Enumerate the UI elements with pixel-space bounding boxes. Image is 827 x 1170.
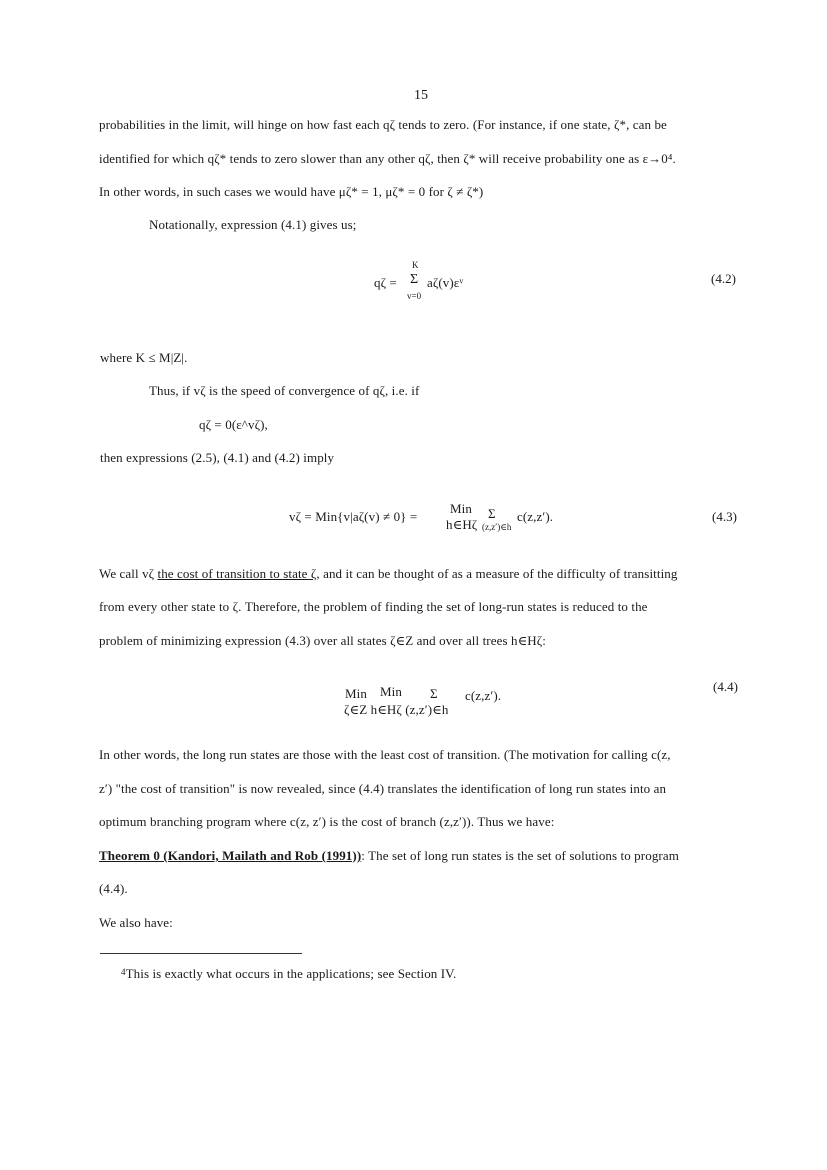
eq43-body: c(z,z′). <box>517 509 554 524</box>
body-line-16: (4.4). <box>99 881 128 896</box>
body-line-9 <box>99 566 678 582</box>
eq44-number: (4.4) <box>713 679 738 694</box>
body-line-4: Notationally, expression (4.1) gives us; <box>149 217 357 232</box>
eq42-upper-limit: K <box>412 260 419 270</box>
body-line-1: probabilities in the limit, will hinge on how fast each qζ tends to zero. (For instance, if one state, ζ*, can be <box>99 117 667 132</box>
eq43-sigma-sub: (z,z′)∈h <box>482 522 512 532</box>
eq44-min-inner: Min <box>380 684 402 699</box>
body-line-11: problem of minimizing expression (4.3) over all states ζ∈Z and over all trees h∈Hζ: <box>99 633 546 648</box>
eq42-body: aζ(v)εᵛ <box>427 275 464 290</box>
eq43-lhs: vζ = Min{v|aζ(v) ≠ 0} = <box>289 509 418 524</box>
body-line-6: Thus, if vζ is the speed of convergence of qζ, i.e. if <box>149 383 420 398</box>
body-line-10: from every other state to ζ. Therefore, the problem of finding the set of long-run states is reduced to the <box>99 599 648 614</box>
body-line-5: where K ≤ M|Z|. <box>100 350 188 365</box>
theorem-statement: : The set of long run states is the set of solutions to program <box>361 848 679 863</box>
footnote-rule <box>100 953 302 954</box>
body-line-8: then expressions (2.5), (4.1) and (4.2) imply <box>100 450 335 465</box>
body-line-14: optimum branching program where c(z, z′) is the cost of branch (z,z′)). Thus we have: <box>99 814 555 829</box>
eq43-min-sub: h∈Hζ <box>446 517 478 532</box>
body-line-9-end: , and it can be thought of as a measure of the difficulty of transitting <box>316 566 678 581</box>
eq43-min: Min <box>450 501 472 516</box>
eq44-body: c(z,z′). <box>465 688 502 703</box>
eq42-sigma: Σ <box>410 272 419 287</box>
body-line-7: qζ = 0(ε^vζ), <box>199 417 268 432</box>
eq43-sigma: Σ <box>488 506 496 521</box>
theorem-line <box>99 848 679 864</box>
theorem-title: Theorem 0 (Kandori, Mailath and Rob (1991)) <box>99 848 362 863</box>
body-line-17: We also have: <box>99 915 173 930</box>
body-line-9-start: We call vζ <box>99 566 158 581</box>
eq42-number: (4.2) <box>711 271 736 286</box>
eq44-subscripts: ζ∈Z h∈Hζ (z,z′)∈h <box>344 702 449 717</box>
body-line-13: z′) "the cost of transition" is now revealed, since (4.4) translates the identification of long run states into an <box>99 781 667 796</box>
footnote-marker: 4 <box>121 967 126 977</box>
page-number: 15 <box>414 88 428 103</box>
footnote-text: This is exactly what occurs in the applications; see Section IV. <box>125 966 457 981</box>
eq44-sigma: Σ <box>430 686 438 701</box>
body-line-3: In other words, in such cases we would have μζ* = 1, μζ* = 0 for ζ ≠ ζ*) <box>99 184 484 199</box>
eq44-min-outer: Min <box>345 686 367 701</box>
footnote <box>121 966 456 982</box>
cost-of-transition-term: the cost of transition to state ζ <box>157 566 317 581</box>
eq42-lower-limit: v=0 <box>407 291 422 301</box>
eq42-lhs: qζ = <box>374 275 397 290</box>
eq43-number: (4.3) <box>712 509 737 524</box>
body-line-12: In other words, the long run states are those with the least cost of transition. (The motivation for calling c(z, <box>99 747 671 762</box>
body-line-2: identified for which qζ* tends to zero slower than any other qζ, then ζ* will receive probability one as ε→0⁴. <box>99 151 676 166</box>
